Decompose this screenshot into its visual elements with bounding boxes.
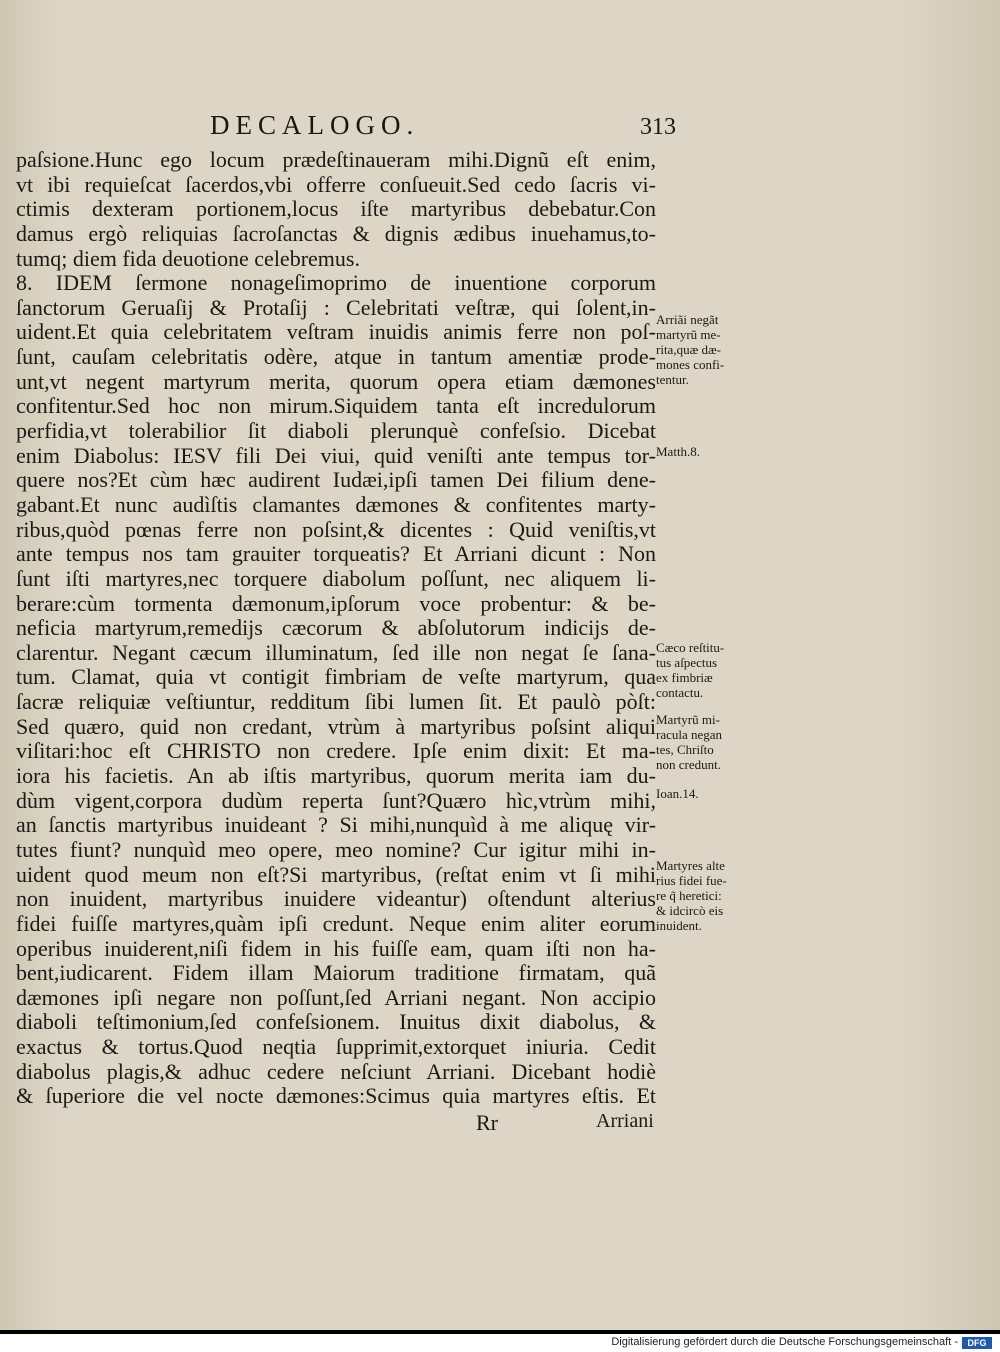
text-line: uident.Et quia celebritatem veſtram inuidis animis ferre non poſ- (16, 320, 656, 345)
body-text (16, 148, 656, 1109)
text-line: tutes fiunt? nunquìd meo opere, meo nomine? Cur igitur mihi in- (16, 837, 656, 862)
text-line: tumq; diem fida deuotione celebremus. (16, 246, 360, 271)
text-line: operibus inuiderent,niſi fidem in his fuiſſe eam, quam iſti non ha- (16, 936, 656, 961)
margin-note-line: Ioan.14. (656, 786, 699, 801)
text-line: ſunt, cauſam celebritatis odère, atque in tantum amentiæ prode- (16, 345, 656, 370)
margin-note (656, 312, 768, 387)
margin-note-line: tes, Chriſto (656, 742, 714, 757)
text-line: dùm vigent,corpora dudùm reperta ſunt?Quæro hìc,vtrùm mihi, (16, 788, 656, 813)
margin-note-line: tentur. (656, 372, 689, 387)
text-line: ſunt iſti martyres,nec torquere diabolum poſſunt, nec aliquem li- (16, 566, 656, 591)
text-line: ctimis dexteram portionem,locus iſte martyribus debebatur.Con (16, 197, 656, 222)
text-line: exactus & tortus.Quod neqtia ſupprimit,extorquet iniuria. Cedit (16, 1035, 656, 1060)
text-line: neficia martyrum,remedijs cæcorum & abſolutorum indicijs de- (16, 616, 656, 641)
text-line: & ſuperiore die vel nocte dæmones:Scimus quia martyres eſtis. Et (16, 1084, 656, 1109)
margin-note (656, 786, 768, 801)
text-line: Sed quæro, quid non credant, vtrùm à martyribus poſsint aliqui (16, 714, 656, 739)
text-line: ſacræ reliquiæ veſtiuntur, redditum ſibi lumen ſit. Et paulò pòſt: (16, 690, 656, 715)
text-line: dæmones ipſi negare non poſſunt,ſed Arriani negant. Non accipio (16, 985, 656, 1010)
page-header (200, 110, 680, 150)
text-line: quere nos?Et cùm hæc audirent Iudæi,ipſi tamen Dei filium dene- (16, 468, 656, 493)
text-line: viſitari:hoc eſt CHRISTO non credere. Ipſe enim dixit: Et ma- (16, 739, 656, 764)
signature-mark: Rr (476, 1110, 498, 1135)
page-number: 313 (640, 114, 676, 140)
margin-note (656, 444, 768, 459)
margin-note-line: mones confi- (656, 357, 725, 372)
text-line: perfidia,vt tolerabilior ſit diaboli plerunquè confeſsio. Dicebat (16, 419, 656, 444)
margin-note (656, 712, 768, 772)
margin-note-line: contactu. (656, 685, 704, 700)
margin-note-line: non credunt. (656, 757, 721, 772)
text-line: non inuident, martyribus inuidere videantur) oſtendunt alterius (16, 887, 656, 912)
text-line: ribus,quòd pœnas ferre non poſsint,& dicentes : Quid veniſtis,vt (16, 517, 656, 542)
text-line: unt,vt negent martyrum merita, quorum opera etiam dæmones (16, 369, 656, 394)
running-head: DECALOGO. (210, 110, 420, 140)
dfg-logo-icon: DFG (962, 1337, 992, 1349)
text-line: iora his facietis. An ab iſtis martyribus, quorum merita iam du- (16, 764, 656, 789)
text-line: enim Diabolus: IESV fili Dei viui, quid veniſti ante tempus tor- (16, 443, 656, 468)
text-line: diaboli teſtimonium,ſed confeſsionem. Inuitus dixit diabolus, & (16, 1010, 656, 1035)
text-line: 8. IDEM ſermone nonageſimoprimo de inuentione corporum (16, 271, 656, 296)
margin-note-line: racula negan (656, 727, 723, 742)
margin-note-line: Martyres alte (656, 858, 725, 873)
text-line: paſsione.Hunc ego locum prædeſtinaueram mihi.Dignũ eſt enim, (16, 148, 656, 172)
margin-note-line: Arriãi negãt (656, 312, 719, 327)
margin-note-line: & idcircò eis (656, 903, 724, 918)
text-line: tum. Clamat, quia vt contigit fimbriam de veſte martyrum, qua (16, 665, 656, 690)
margin-note-line: inuident. (656, 918, 702, 933)
margin-note-line: martyrũ me- (656, 327, 721, 342)
text-line: bent,iudicarent. Fidem illam Maiorum traditione firmatam, quã (16, 961, 656, 986)
margin-note-line: Martyrũ mi- (656, 712, 720, 727)
text-line: berare:cùm tormenta dæmonum,ipſorum voce probentur: & be- (16, 591, 656, 616)
margin-note-line: re q̃ heretici: (656, 888, 722, 903)
text-line: fidei fuiſſe martyres,quàm ipſi credunt. Neque enim aliter eorum (16, 911, 656, 936)
margin-note-line: Matth.8. (656, 444, 701, 459)
margin-note (656, 640, 768, 700)
text-line: diabolus plagis,& adhuc cedere neſciunt Arriani. Dicebant hodiè (16, 1059, 656, 1084)
text-line: ante tempus nos tam grauiter torqueatis? Et Arriani dicunt : Non (16, 542, 656, 567)
attribution-text: Digitalisierung gefördert durch die Deutsche Forschungsgemeinschaft - (611, 1336, 958, 1348)
margin-note-line: rita,quæ dæ- (656, 342, 721, 357)
text-line: clarentur. Negant cæcum illuminatum, ſed ille non negat ſe ſana- (16, 640, 656, 665)
text-line: confitentur.Sed hoc non mirum.Siquidem tanta eſt incredulorum (16, 394, 656, 419)
margin-note (656, 858, 768, 933)
text-line: damus ergò reliquias ſacroſanctas & dignis ædibus inuehamus,to- (16, 221, 656, 246)
catchword: Arriani (596, 1110, 654, 1132)
margin-note-line: Cæco reſtitu- (656, 640, 725, 655)
margin-note-line: rius fidei fue- (656, 873, 727, 888)
text-line: uident quod meum non eſt?Si martyribus, (reſtat enim vt ſi mihi (16, 862, 656, 887)
text-line: ſanctorum Geruaſij & Protaſij : Celebritati veſtræ, qui ſolent,in- (16, 295, 656, 320)
attribution-bar (0, 1334, 1000, 1352)
text-line: an ſanctis martyribus inuideant ? Si mihi,nunquìd à me aliquę vir- (16, 813, 656, 838)
margin-note-line: tus aſpectus (656, 655, 718, 670)
text-line: gabant.Et nunc audìſtis clamantes dæmones & confitentes marty- (16, 492, 656, 517)
text-line: vt ibi requieſcat ſacerdos,vbi offerre conſueuit.Sed cedo ſacris vi- (16, 172, 656, 197)
margin-note-line: ex fimbriæ (656, 670, 713, 685)
